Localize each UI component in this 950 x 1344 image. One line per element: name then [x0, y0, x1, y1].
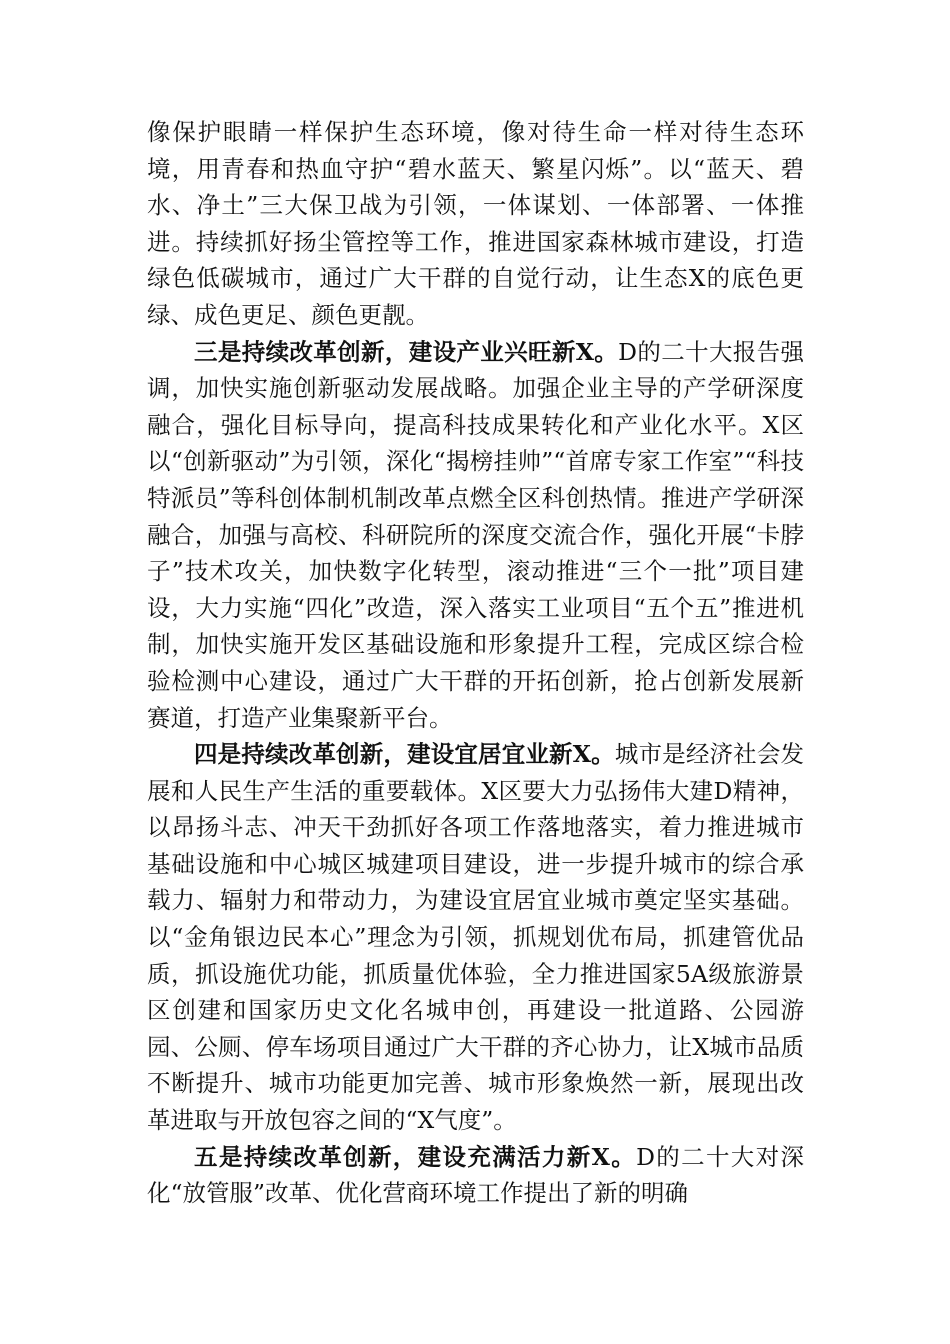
paragraph-text: D的二十大报告强调，加快实施创新驱动发展战略。加强企业主导的产学研深度融合，强化目标导向，提高科技成果转化和产业化水平。X区以“创新驱动”为引领，深化“揭榜挂帅”“首席专家工作室”“科技特派员”等科创体制机制改革点燃全区科创热情。推进产学研深融合，加强与高校、科研院所的深度交流合作，强化开展“卡脖子”技术攻关，加快数字化转型，滚动推进“三个一批”项目建设，大力实施“四化”改造，深入落实工业项目“五个五”推进机制，加快实施开发区基础设施和形象提升工程，完成区综合检验检测中心建设，通过广大干群的开拓创新，抢占创新发展新赛道，打造产业集聚新平台。	[147, 337, 805, 732]
paragraph-text: 城市是经济社会发展和人民生产生活的重要载体。X区要大力弘扬伟大建D精神，以昂扬斗志、冲天干劲抓好各项工作落地落实，着力推进城市基础设施和中心城区城建项目建设，进一步提升城市的综合承载力、辐射力和带动力，为建设宜居宜业城市奠定坚实基础。以“金角银边民本心”理念为引领，抓规划优布局，抓建管优品质，抓设施优功能，抓质量优体验，全力推进国家5A级旅游景区创建和国家历史文化名城申创，再建设一批道路、公园游园、公厕、停车场项目通过广大干群的齐心协力，让X城市品质不断提升、城市功能更加完善、城市形象焕然一新，展现出改革进取与开放包容之间的“X气度”。	[147, 740, 805, 1135]
paragraph-industry	[147, 334, 804, 737]
paragraph-vitality	[147, 1139, 804, 1212]
document-body	[147, 114, 804, 1212]
paragraph-lead: 四是持续改革创新，建设宜居宜业新X。	[194, 740, 615, 769]
paragraph-lead: 五是持续改革创新，建设充满活力新X。	[194, 1142, 637, 1171]
paragraph-text: 像保护眼睛一样保护生态环境，像对待生命一样对待生态环境，用青春和热血守护“碧水蓝天、繁星闪烁”。以“蓝天、碧水、净土”三大保卫战为引领，一体谋划、一体部署、一体推进。持续抓好扬尘管控等工作，推进国家森林城市建设，打造绿色低碳城市，通过广大干群的自觉行动，让生态X的底色更绿、成色更足、颜色更靓。	[147, 118, 804, 329]
paragraph-text: D的二十大对深化“放管服”改革、优化营商环境工作提出了新的明确	[147, 1142, 805, 1208]
paragraph-lead: 三是持续改革创新，建设产业兴旺新X。	[194, 337, 619, 366]
paragraph-ecology	[147, 114, 804, 334]
paragraph-livable	[147, 736, 804, 1139]
